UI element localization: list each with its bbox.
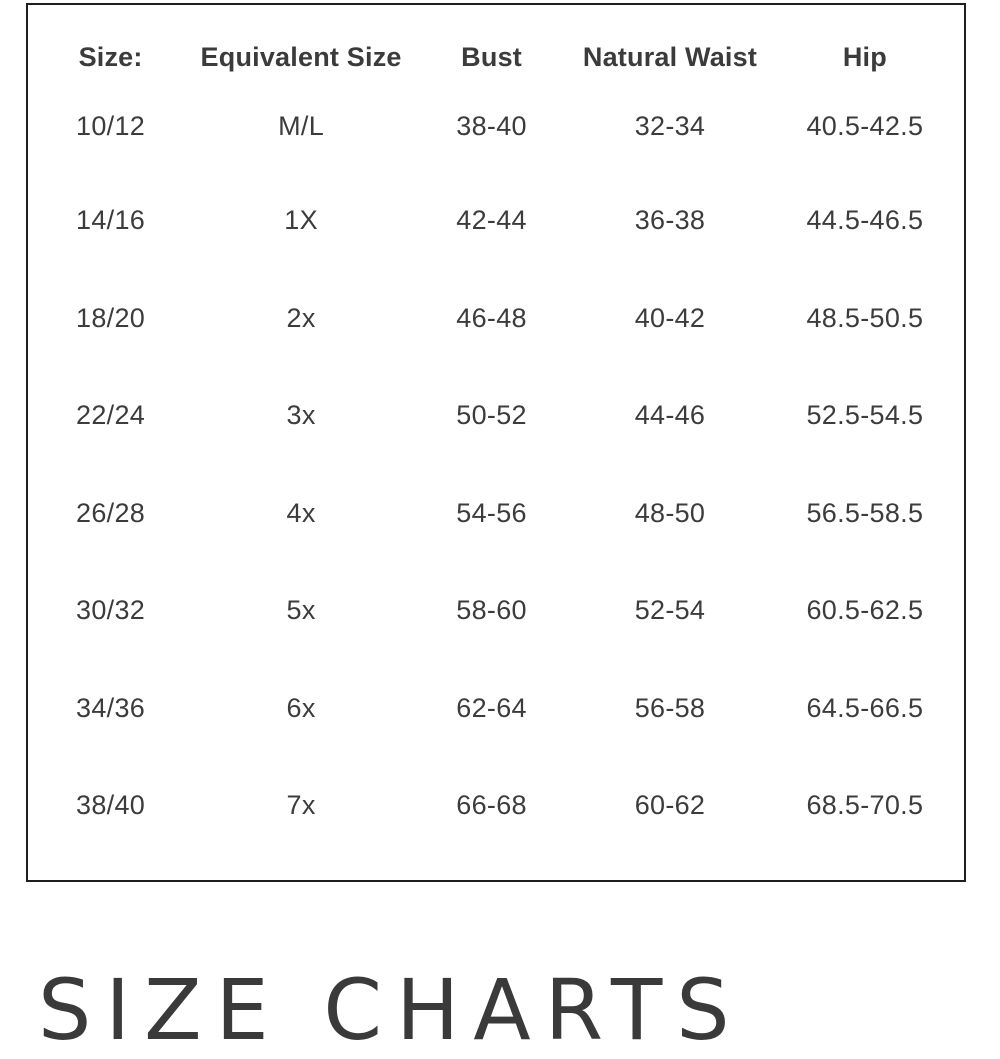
cell-equivalent-size: 2x [286, 302, 316, 333]
table-row [28, 641, 964, 739]
cell-natural-waist: 32-34 [634, 111, 706, 141]
cell-bust: 54-56 [456, 497, 527, 528]
cell-size: 10/12 [76, 111, 146, 141]
header-hip: Hip [842, 41, 887, 72]
table-row [28, 251, 964, 349]
table-header [28, 5, 964, 107]
cell-hip: 60.5-62.5 [806, 595, 924, 625]
cell-equivalent-size: 3x [286, 400, 316, 430]
cell-equivalent-size: 7x [286, 790, 316, 820]
size-chart-table-container [26, 3, 966, 882]
cell-natural-waist: 60-62 [634, 790, 706, 820]
cell-hip: 52.5-54.5 [806, 400, 924, 430]
table-row [28, 153, 964, 251]
header-natural-waist: Natural Waist [582, 41, 758, 72]
cell-size: 26/28 [76, 497, 146, 528]
cell-natural-waist: 56-58 [634, 692, 706, 723]
size-chart-table [28, 5, 964, 836]
cell-hip: 48.5-50.5 [806, 302, 924, 333]
cell-size: 22/24 [76, 400, 146, 430]
cell-size: 34/36 [76, 692, 146, 723]
cell-size: 18/20 [76, 302, 146, 333]
table-row [28, 348, 964, 446]
table-row [28, 446, 964, 544]
cell-natural-waist: 52-54 [634, 595, 706, 625]
cell-natural-waist: 44-46 [634, 400, 706, 430]
table-body [28, 107, 964, 836]
cell-equivalent-size: 6x [286, 692, 316, 723]
cell-hip: 68.5-70.5 [806, 790, 924, 820]
table-row [28, 543, 964, 641]
cell-equivalent-size: 5x [286, 595, 316, 625]
cell-natural-waist: 40-42 [634, 302, 706, 333]
cell-equivalent-size: 1X [284, 205, 318, 235]
cell-hip: 40.5-42.5 [806, 111, 924, 141]
cell-bust: 42-44 [456, 205, 527, 235]
table-row [28, 738, 964, 836]
header-row [28, 5, 964, 107]
size-charts-heading: SIZE CHARTS [38, 961, 744, 1059]
cell-bust: 38-40 [456, 111, 527, 141]
cell-size: 30/32 [76, 595, 146, 625]
cell-equivalent-size: 4x [286, 497, 316, 528]
cell-hip: 64.5-66.5 [806, 692, 924, 723]
header-bust: Bust [461, 41, 522, 72]
cell-bust: 66-68 [456, 790, 527, 820]
cell-bust: 46-48 [456, 302, 527, 333]
cell-size: 14/16 [76, 205, 146, 235]
cell-size: 38/40 [76, 790, 146, 820]
cell-natural-waist: 36-38 [634, 205, 706, 235]
cell-equivalent-size: M/L [278, 111, 325, 141]
header-size: Size: [78, 41, 143, 72]
cell-hip: 56.5-58.5 [806, 497, 924, 528]
header-equivalent-size: Equivalent Size [200, 41, 402, 72]
table-row [28, 107, 964, 153]
cell-bust: 62-64 [456, 692, 527, 723]
cell-bust: 58-60 [456, 595, 527, 625]
cell-hip: 44.5-46.5 [806, 205, 924, 235]
cell-natural-waist: 48-50 [634, 497, 706, 528]
cell-bust: 50-52 [456, 400, 527, 430]
